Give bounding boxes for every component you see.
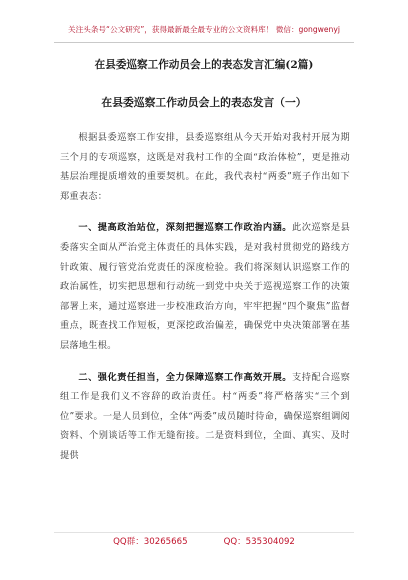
header-banner: 关注头条号“公文研究”，获得最新最全最专业的公文资料库！ 微信：gongwenyj bbox=[68, 25, 340, 34]
footer-contact bbox=[0, 537, 408, 548]
paragraph-point-1 bbox=[60, 218, 350, 355]
document-title: 在县委巡察工作动员会上的表态发言汇编(2篇) bbox=[94, 59, 314, 71]
header-divider bbox=[54, 42, 354, 43]
paragraph-lead: 一、提高政治站位，深刻把握巡察工作政治内涵。 bbox=[78, 222, 293, 234]
section-title: 在县委巡察工作动员会上的表态发言（一） bbox=[101, 96, 307, 109]
paragraph-lead: 二、强化责任担当，全力保障巡察工作高效开展。 bbox=[78, 371, 293, 383]
paragraph-text: 根据县委巡察工作安排，县委巡察组从今天开始对我村开展为期三个月的专项巡察，这既是对我村工作的全面“政治体检”，更是推动基层治理提质增效的重要契机。在此，我代表村“两委”班子作出如下郑重表态： bbox=[60, 132, 350, 202]
document-body bbox=[60, 128, 350, 478]
paragraph-point-2 bbox=[60, 368, 350, 466]
footer-divider bbox=[54, 532, 354, 533]
paragraph-text: 此次巡察是县委落实全面从严治党主体责任的具体实践，是对我村贯彻党的路线方针政策、履行管党治党责任的深度检验。我们将深刻认识巡察工作的政治属性，切实把思想和行动统一到党中央关于巡视巡察工作的决策部署上来，通过巡察进一步校准政治方向，牢牢把握“四个聚焦”监督重点，既查找工作短板，更深挖政治偏差，确保党中央决策部署在基层落地生根。 bbox=[60, 222, 351, 351]
paragraph-text: 支持配合巡察组工作是我们义不容辞的政治责任。村“两委”将严格落实“三个到位”要求。一是人员到位，全体“两委”成员随时待命，确保巡察组调阅资料、个别谈话等工作无缝衔接。二是资料到位，全面、真实、及时提供 bbox=[60, 371, 351, 461]
paragraph-intro bbox=[60, 128, 350, 206]
footer-qq-group: QQ群：30265665 bbox=[113, 537, 188, 547]
footer-qq: QQ：535304092 bbox=[223, 537, 295, 547]
